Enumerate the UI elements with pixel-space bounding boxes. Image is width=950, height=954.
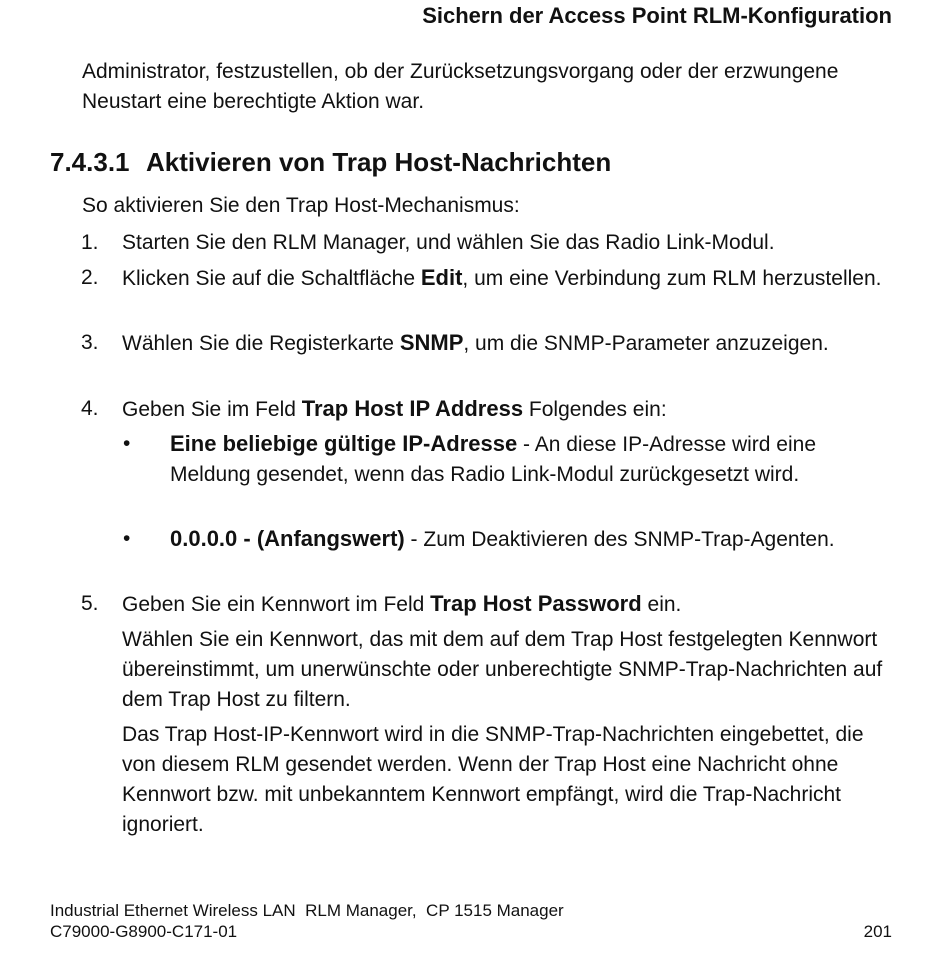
list-item-step-3 <box>81 328 897 359</box>
step-text: , um die SNMP-Parameter anzuzeigen. <box>463 332 829 355</box>
step-number: 2. <box>81 266 99 289</box>
lead-text: So aktivieren Sie den Trap Host-Mechanismus: <box>82 194 520 217</box>
intro-paragraph: Administrator, festzustellen, ob der Zurücksetzungsvorgang oder der erzwungene Neustart eine berechtigte Aktion war. <box>82 60 839 113</box>
ui-term-edit: Edit <box>420 265 463 290</box>
page-number: 201 <box>863 922 892 941</box>
step-text: , um eine Verbindung zum RLM herzustellen. <box>462 267 882 290</box>
page-header-title: Sichern der Access Point RLM-Konfiguration <box>422 3 892 28</box>
footer-product-line: Industrial Ethernet Wireless LAN RLM Manager, CP 1515 Manager <box>50 901 564 920</box>
section-number: 7.4.3.1 <box>50 147 130 177</box>
bullet-symbol: • <box>123 432 131 455</box>
footer-order-number: C79000-G8900-C171-01 <box>50 922 238 941</box>
footer-document-info <box>50 900 564 942</box>
step-text: Wählen Sie die Registerkarte <box>122 332 400 355</box>
step-number: 1. <box>81 231 99 254</box>
step-5-paragraph-1: Wählen Sie ein Kennwort, das mit dem auf dem Trap Host festgelegten Kennwort übereinstimmt, um unerwünschte oder unberechtigte SNMP-Trap-Nachrichten auf dem Trap Host zu filtern. <box>122 628 883 711</box>
step-text: Klicken Sie auf die Schaltfläche <box>122 267 421 290</box>
bullet-text: - Zum Deaktivieren des SNMP-Trap-Agenten. <box>404 528 835 551</box>
ui-term-trap-host-ip-address: Trap Host IP Address <box>301 396 524 421</box>
step-number: 5. <box>81 592 99 615</box>
list-item-step-1 <box>81 228 897 258</box>
bullet-term: Eine beliebige gültige IP-Adresse <box>170 431 518 456</box>
bullet-text: - An diese IP-Adresse wird eine Meldung gesendet, wenn das Radio Link-Modul zurückgesetzt wird. <box>170 433 817 486</box>
bullet-item-default-value <box>123 524 897 555</box>
bullet-item-valid-ip <box>123 429 897 490</box>
step-text: Geben Sie ein Kennwort im Feld <box>122 593 431 616</box>
step-5-paragraph-2: Das Trap Host-IP-Kennwort wird in die SNMP-Trap-Nachrichten eingebettet, die von diesem RLM gesendet werden. Wenn der Trap Host eine Nachricht ohne Kennwort bzw. mit unbekanntem Kennwort empfängt, wird die Trap-Nachricht ignoriert. <box>122 723 864 836</box>
list-item-step-2 <box>81 263 897 294</box>
bullet-symbol: • <box>123 527 131 550</box>
step-text: Geben Sie im Feld <box>122 398 302 421</box>
bullet-term: 0.0.0.0 - (Anfangswert) <box>170 526 405 551</box>
step-text: Folgendes ein: <box>523 398 667 421</box>
list-item-step-5 <box>81 589 897 620</box>
section-title: Aktivieren von Trap Host-Nachrichten <box>146 147 612 177</box>
step-number: 4. <box>81 397 99 420</box>
ui-term-trap-host-password: Trap Host Password <box>430 591 642 616</box>
step-text: ein. <box>641 593 682 616</box>
list-item-step-4 <box>81 394 897 425</box>
section-heading <box>50 147 611 178</box>
step-text: Starten Sie den RLM Manager, und wählen Sie das Radio Link-Modul. <box>122 231 775 254</box>
ui-term-snmp: SNMP <box>399 330 464 355</box>
step-number: 3. <box>81 331 99 354</box>
